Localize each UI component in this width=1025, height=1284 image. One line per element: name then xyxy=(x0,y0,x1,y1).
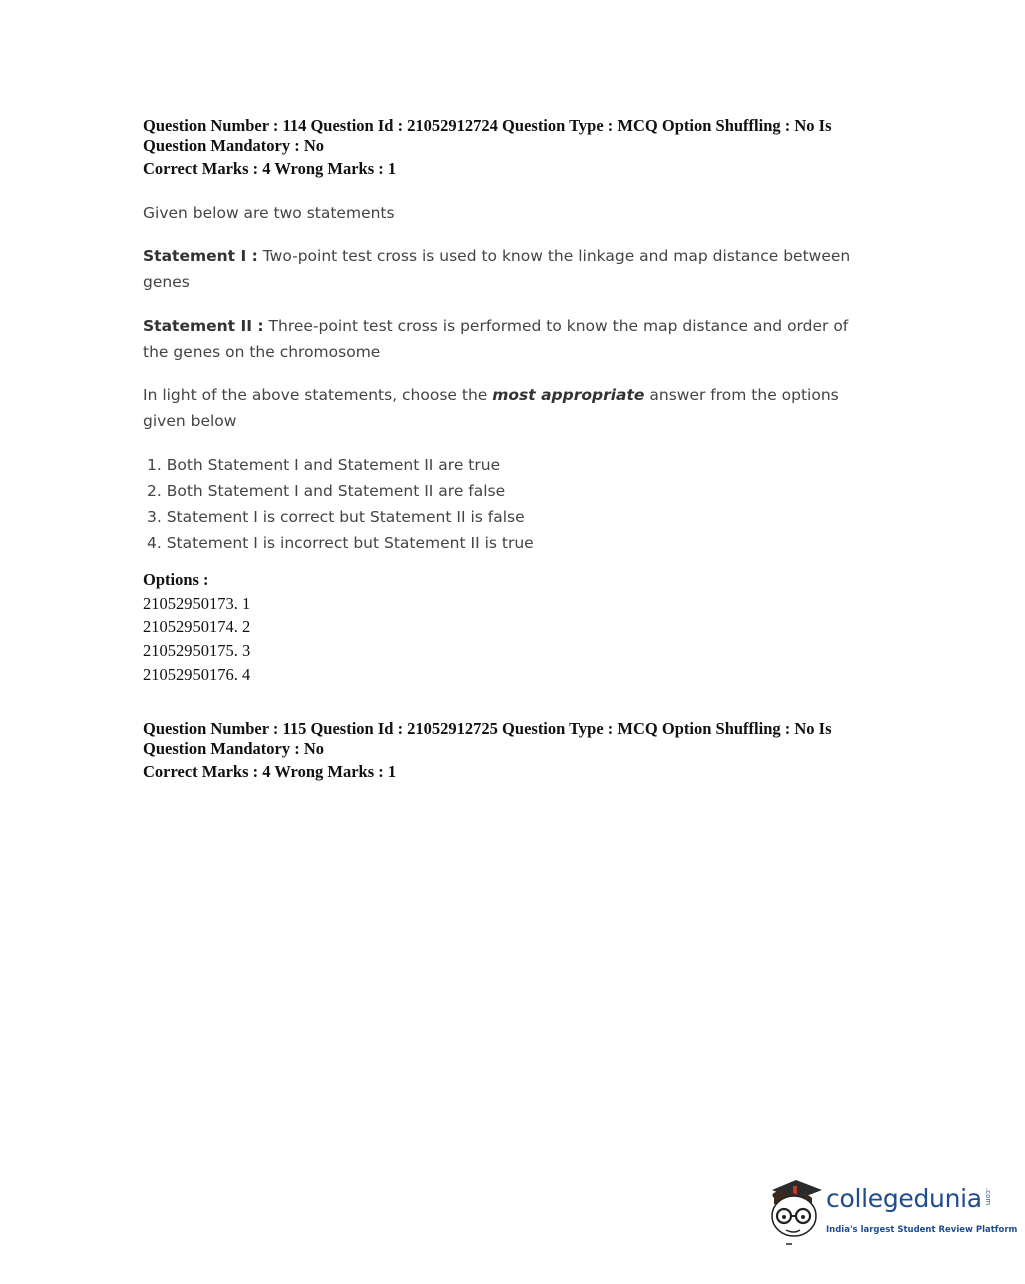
option-row: 21052950173. 1 xyxy=(143,594,251,613)
question-114-header: Question Number : 114 Question Id : 21052912724 Question Type : MCQ Option Shuffling : No Is Question Mandatory : No xyxy=(143,116,832,155)
choice-item: 3. Statement I is correct but Statement II is false xyxy=(147,508,525,526)
mascot-icon xyxy=(766,1176,824,1246)
question-intro: Given below are two statements xyxy=(143,204,395,222)
statement-2-text: Three-point test cross is performed to know the map distance and order of the genes on the chromosome xyxy=(143,317,849,361)
statement-1-text: Two-point test cross is used to know the linkage and map distance between genes xyxy=(143,247,851,291)
logo-com: .com xyxy=(984,1188,992,1206)
question-instruction xyxy=(143,382,873,434)
statement-1-label: Statement I : xyxy=(143,247,258,265)
collegedunia-logo xyxy=(766,1176,1018,1246)
instruction-post: answer from the options given below xyxy=(143,386,839,430)
statement-2-label: Statement II : xyxy=(143,317,264,335)
choice-item: 2. Both Statement I and Statement II are false xyxy=(147,482,506,500)
options-label: Options : xyxy=(143,570,209,589)
option-row: 21052950175. 3 xyxy=(143,641,251,660)
statement-1 xyxy=(143,243,873,295)
statement-2 xyxy=(143,313,873,365)
question-114-marks: Correct Marks : 4 Wrong Marks : 1 xyxy=(143,159,397,178)
question-115-marks: Correct Marks : 4 Wrong Marks : 1 xyxy=(143,762,397,781)
instruction-emphasis: most appropriate xyxy=(492,386,645,404)
option-row: 21052950176. 4 xyxy=(143,665,251,684)
logo-wordmark: collegedunia xyxy=(826,1184,982,1213)
instruction-pre: In light of the above statements, choose the xyxy=(143,386,493,404)
option-row: 21052950174. 2 xyxy=(143,617,251,636)
logo-tagline: India's largest Student Review Platform xyxy=(826,1225,1018,1235)
choice-item: 4. Statement I is incorrect but Statement II is true xyxy=(147,534,534,552)
choice-item: 1. Both Statement I and Statement II are true xyxy=(147,456,501,474)
choice-list xyxy=(147,452,534,556)
question-115-header: Question Number : 115 Question Id : 21052912725 Question Type : MCQ Option Shuffling : No Is Question Mandatory : No xyxy=(143,719,832,758)
